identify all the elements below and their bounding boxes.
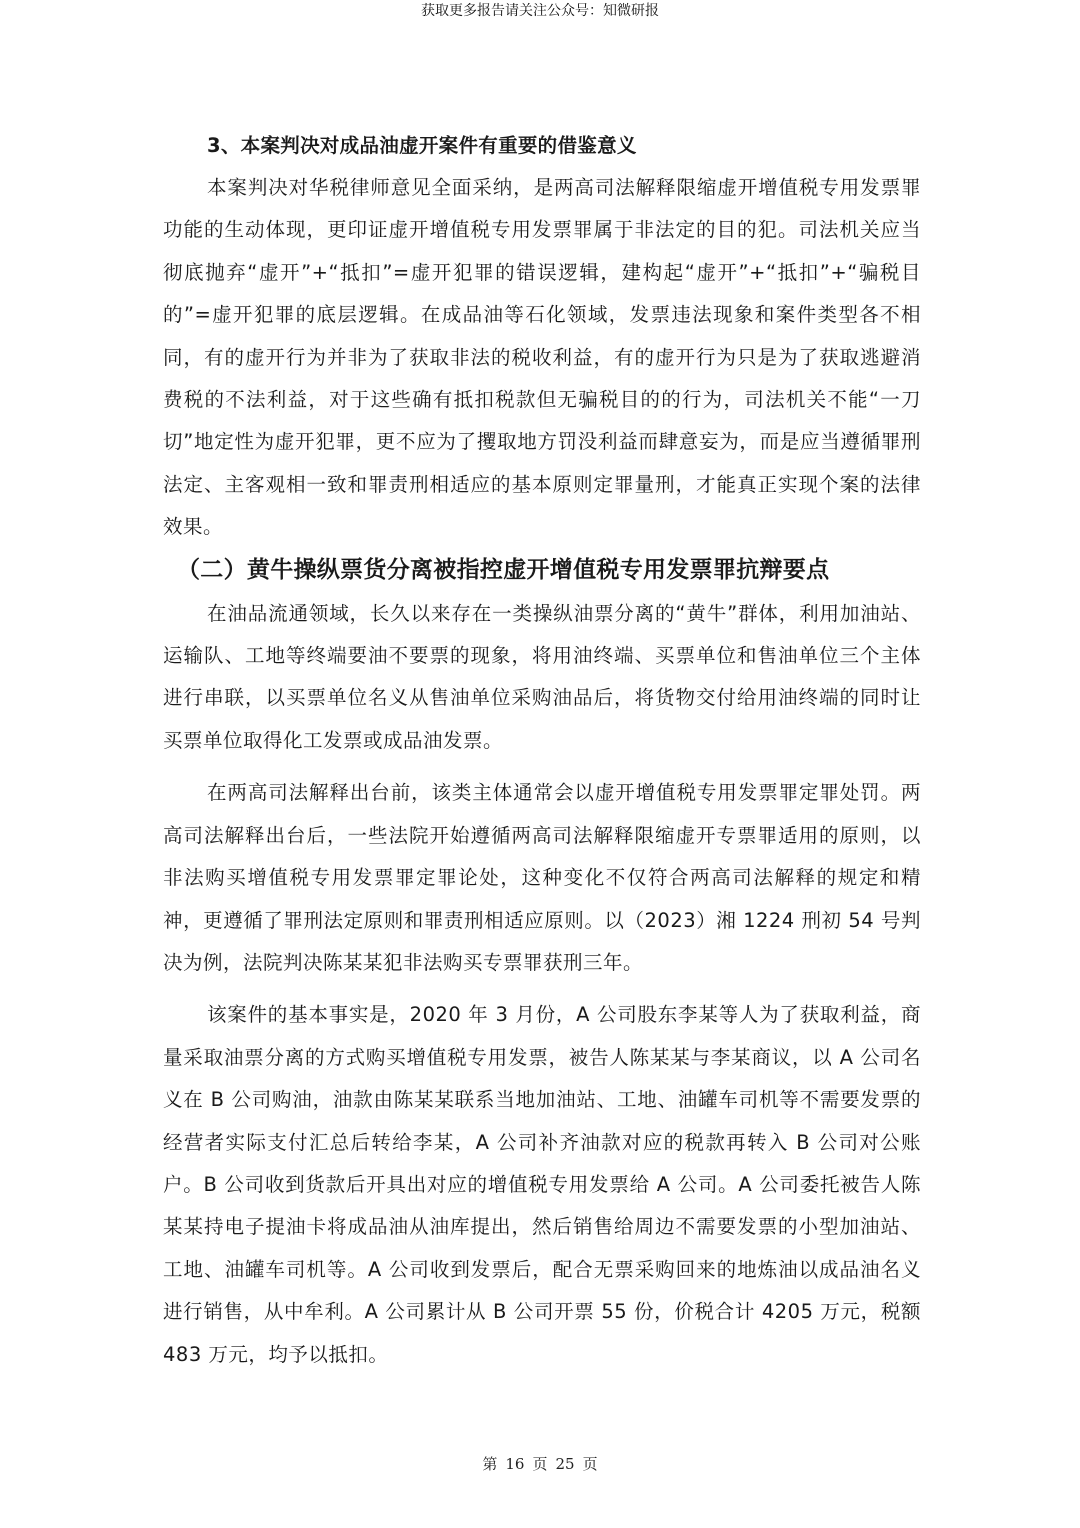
- page-number: [0, 1453, 1080, 1474]
- paragraph-1: 本案判决对华税律师意见全面采纳，是两高司法解释限缩虚开增值税专用发票罪功能的生动体现，更印证虚开增值税专用发票罪属于非法定的目的犯。司法机关应当彻底抛弃“虚开”+“抵扣”=虚开犯罪的错误逻辑，建构起“虚开”+“抵扣”+“骗税目的”=虚开犯罪的底层逻辑。在成品油等石化领域，发票违法现象和案件类型各不相同，有的虚开行为并非为了获取非法的税收利益，有的虚开行为只是为了获取逃避消费税的不法利益，对于这些确有抵扣税款但无骗税目的的行为，司法机关不能“一刀切”地定性为虚开犯罪，更不应为了攫取地方罚没利益而肆意妄为，而是应当遵循罪刑法定、主客观相一致和罪责刑相适应的基本原则定罪量刑，才能真正实现个案的法律效果。: [163, 176, 921, 539]
- paragraph-4: 该案件的基本事实是，2020 年 3 月份，A 公司股东李某等人为了获取利益，商量采取油票分离的方式购买增值税专用发票，被告人陈某某与李某商议，以 A 公司名义在 B 公司购油，油款由陈某某联系当地加油站、工地、油罐车司机等不需要发票的经营者实际支付汇总后转给李某，A 公司补齐油款对应的税款再转入 B 公司对公账户。B 公司收到货款后开具出对应的增值税专用发票给 A 公司。A 公司委托被告人陈某某持电子提油卡将成品油从油库提出，然后销售给周边不需要发票的小型加油站、工地、油罐车司机等。A 公司收到发票后，配合无票采购回来的地炼油以成品油名义进行销售，从中牟利。A 公司累计从 B 公司开票 55 份，价税合计 4205 万元，税额 483 万元，均予以抵扣。: [163, 1003, 921, 1366]
- page-suffix: 页: [582, 1455, 598, 1473]
- page-total: 25: [555, 1455, 575, 1473]
- page-body: [163, 125, 921, 1376]
- top-banner: 获取更多报告请关注公众号：知微研报: [421, 3, 659, 19]
- subheading-3: 3、本案判决对成品油虚开案件有重要的借鉴意义: [207, 134, 637, 157]
- paragraph-3: 在两高司法解释出台前，该类主体通常会以虚开增值税专用发票罪定罪处罚。两高司法解释出台后，一些法院开始遵循两高司法解释限缩虚开专票罪适用的原则，以非法购买增值税专用发票罪定罪论处，这种变化不仅符合两高司法解释的规定和精神，更遵循了罪刑法定原则和罪责刑相适应原则。以（2023）湘 1224 刑初 54 号判决为例，法院判决陈某某犯非法购买专票罪获刑三年。: [163, 781, 921, 974]
- page-mid: 页: [532, 1455, 548, 1473]
- section-heading-2: （二）黄牛操纵票货分离被指控虚开增值税专用发票罪抗辩要点: [177, 556, 830, 583]
- paragraph-2: 在油品流通领域，长久以来存在一类操纵油票分离的“黄牛”群体，利用加油站、运输队、工地等终端要油不要票的现象，将用油终端、买票单位和售油单位三个主体进行串联，以买票单位名义从售油单位采购油品后，将货物交付给用油终端的同时让买票单位取得化工发票或成品油发票。: [163, 601, 921, 752]
- page-prefix: 第: [482, 1455, 498, 1473]
- page-current: 16: [505, 1455, 525, 1473]
